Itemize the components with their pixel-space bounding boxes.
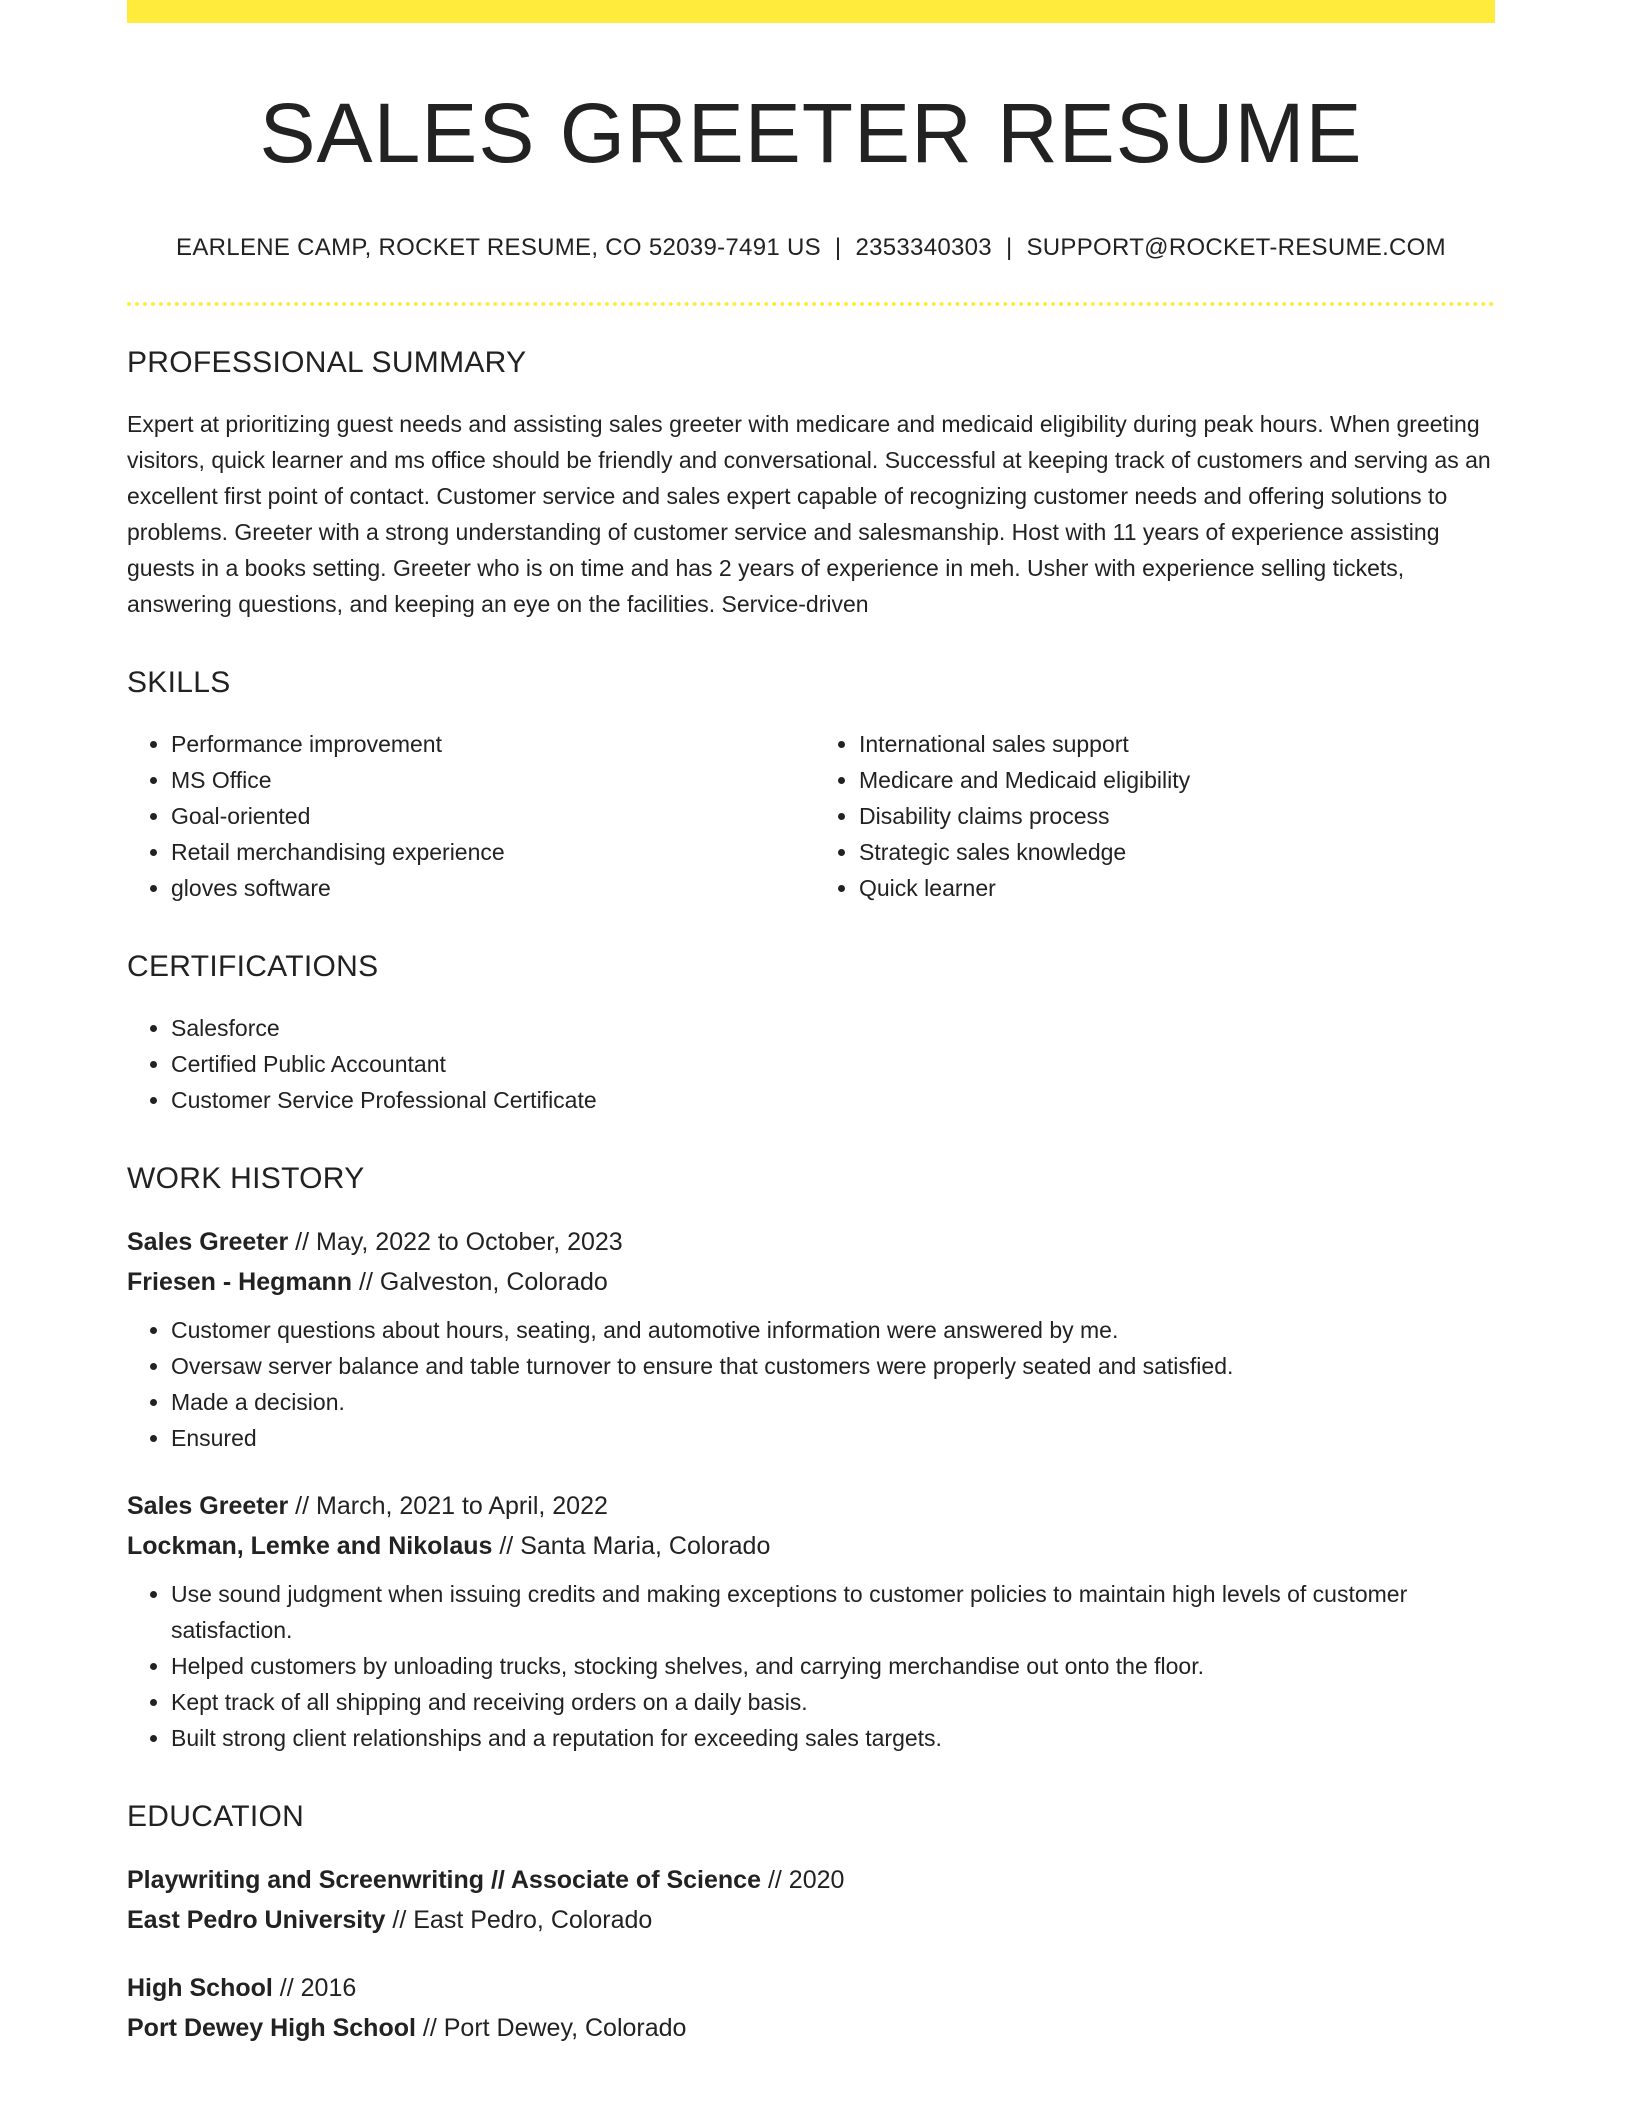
job-bullet: • Customer questions about hours, seating, and automotive information were answered by me. (171, 1312, 1495, 1348)
contact-address: EARLENE CAMP, ROCKET RESUME, CO 52039-7491 US (176, 233, 821, 261)
education-school: Port Dewey High School (127, 2013, 416, 2042)
separator: // (295, 1491, 310, 1520)
job-bullet: • Oversaw server balance and table turnover to ensure that customers were properly seated and satisfied. (171, 1348, 1495, 1384)
work-history-section (127, 1162, 1495, 1756)
skills-columns (127, 726, 1495, 906)
resume-title: SALES GREETER RESUME (259, 86, 1363, 180)
job-bullets (127, 1312, 1495, 1456)
section-heading-certifications: CERTIFICATIONS (127, 949, 379, 983)
professional-summary-section (127, 346, 1495, 622)
job-bullet: • Kept track of all shipping and receiving orders on a daily basis. (171, 1684, 1495, 1720)
education-location: Port Dewey, Colorado (443, 2013, 687, 2042)
job-title: Sales Greeter (127, 1227, 289, 1256)
education-year: 2020 (788, 1865, 845, 1894)
certification-item: • Customer Service Professional Certificate (171, 1082, 1495, 1118)
separator: // (279, 1973, 294, 2002)
job-entry (127, 1486, 1495, 1756)
education-degree: Playwriting and Screenwriting // Associate of Science (127, 1865, 761, 1894)
section-heading-education: EDUCATION (127, 1799, 305, 1833)
education-section (127, 1800, 1495, 2048)
skills-section (127, 666, 1495, 906)
job-bullet: • Use sound judgment when issuing credits and making exceptions to customer policies to maintain high levels of customer satisfaction. (171, 1576, 1495, 1648)
job-location: Galveston, Colorado (379, 1267, 608, 1296)
skill-item: • gloves software (171, 870, 811, 906)
resume-content (127, 0, 1495, 2048)
education-entry (127, 1860, 1495, 1940)
skill-item: • Strategic sales knowledge (859, 834, 1495, 870)
job-company-line (127, 1262, 1495, 1302)
education-degree-line (127, 1968, 1495, 2008)
education-school: East Pedro University (127, 1905, 386, 1934)
separator: // (359, 1267, 373, 1296)
job-location: Santa Maria, Colorado (520, 1531, 771, 1560)
separator: // (499, 1531, 514, 1560)
education-school-line (127, 1900, 1495, 1940)
job-title-line (127, 1486, 1495, 1526)
education-school-line (127, 2008, 1495, 2048)
contact-line (127, 234, 1495, 262)
skill-item: • Medicare and Medicaid eligibility (859, 762, 1495, 798)
job-dates: March, 2021 to April, 2022 (316, 1491, 608, 1520)
certification-item: • Salesforce (171, 1010, 1495, 1046)
job-bullet: • Ensured (171, 1420, 1495, 1456)
section-heading-skills: SKILLS (127, 665, 231, 699)
job-company-line (127, 1526, 1495, 1566)
job-title: Sales Greeter (127, 1491, 289, 1520)
section-heading-summary: PROFESSIONAL SUMMARY (127, 345, 527, 379)
education-location: East Pedro, Colorado (413, 1905, 653, 1934)
education-degree: High School (127, 1973, 273, 2002)
skills-right-list (811, 726, 1495, 906)
education-degree-line (127, 1860, 1495, 1900)
skill-item: • Retail merchandising experience (171, 834, 811, 870)
education-entry (127, 1968, 1495, 2048)
job-bullet: • Helped customers by unloading trucks, stocking shelves, and carrying merchandise out onto the floor. (171, 1648, 1495, 1684)
job-title-line (127, 1222, 1495, 1262)
dotted-divider (127, 302, 1495, 306)
skill-item: • MS Office (171, 762, 811, 798)
contact-separator: | (834, 233, 842, 261)
contact-phone: 2353340303 (855, 233, 992, 261)
job-dates: May, 2022 to October, 2023 (316, 1227, 623, 1256)
separator: // (295, 1227, 310, 1256)
contact-email: SUPPORT@ROCKET-RESUME.COM (1026, 233, 1446, 261)
skill-item: • International sales support (859, 726, 1495, 762)
skill-item: • Goal-oriented (171, 798, 811, 834)
job-bullets (127, 1576, 1495, 1756)
job-bullet: • Made a decision. (171, 1384, 1495, 1420)
job-entry (127, 1222, 1495, 1456)
education-year: 2016 (300, 1973, 357, 2002)
separator: // (767, 1865, 782, 1894)
top-accent-bar (127, 0, 1495, 23)
job-company: Lockman, Lemke and Nikolaus (127, 1531, 493, 1560)
skill-item: • Performance improvement (171, 726, 811, 762)
separator: // (392, 1905, 407, 1934)
skills-left-list (127, 726, 811, 906)
contact-separator: | (1005, 233, 1013, 261)
job-company: Friesen - Hegmann (127, 1267, 353, 1296)
separator: // (422, 2013, 437, 2042)
skill-item: • Disability claims process (859, 798, 1495, 834)
certifications-section (127, 950, 1495, 1118)
job-bullet: • Built strong client relationships and a reputation for exceeding sales targets. (171, 1720, 1495, 1756)
certifications-list (127, 1010, 1495, 1118)
section-heading-work: WORK HISTORY (127, 1161, 365, 1195)
certification-item: • Certified Public Accountant (171, 1046, 1495, 1082)
summary-text: Expert at prioritizing guest needs and assisting sales greeter with medicare and medicaid eligibility during peak hours. When greeting visitors, quick learner and ms office should be friendly and conversational. Successful at keeping track of customers and serving as an excellent first point of contact. Customer service and sales expert capable of recognizing customer needs and offering solutions to problems. Greeter with a strong understanding of customer service and salesmanship. Host with 11 years of experience assisting guests in a books setting. Greeter who is on time and has 2 years of experience in meh. Usher with experience selling tickets, answering questions, and keeping an eye on the facilities. Service-driven (127, 410, 1491, 617)
skill-item: • Quick learner (859, 870, 1495, 906)
